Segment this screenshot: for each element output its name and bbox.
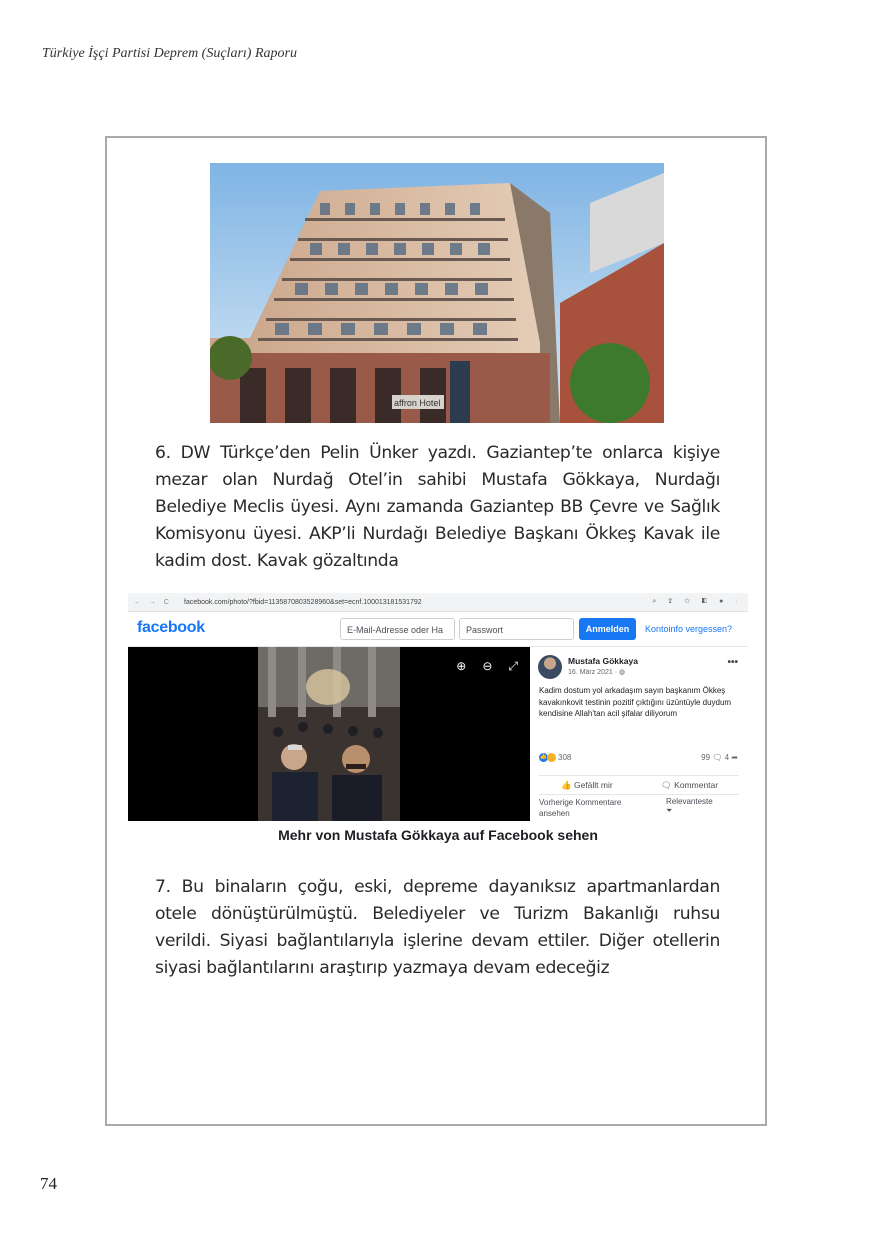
- viewer-controls: [456, 659, 518, 674]
- running-header: Türkiye İşçi Partisi Deprem (Suçları) Raporu: [42, 46, 297, 61]
- zoom-out-icon: ⊖: [482, 659, 493, 673]
- post-actions: [539, 775, 739, 795]
- post-author: Mustafa Gökkaya: [568, 656, 638, 666]
- password-field: Passwort: [459, 618, 574, 640]
- chevron-down-icon: ⏷: [666, 806, 673, 815]
- photo-viewer: [128, 647, 530, 821]
- reaction-count: 308: [558, 753, 572, 762]
- more-on-facebook: Mehr von Mustafa Gökkaya auf Facebook sehen: [278, 827, 598, 843]
- comment-button: 🗨 Kommentar: [661, 780, 719, 790]
- like-button: 👍 Gefällt mir: [561, 780, 613, 790]
- hotel-sign: affron Hotel: [394, 398, 441, 408]
- post-date: 16. März 2021 · ◍: [568, 669, 626, 676]
- browser-url: facebook.com/photo/?fbid=1135870803528960&set=ecnf.100013181531792: [184, 598, 422, 606]
- forgot-account-link: Kontoinfo vergessen?: [645, 624, 733, 634]
- paragraph-6: 6. DW Türkçe’den Pelin Ünker yazdı. Gaziantep’te onlarca kişiye mezar olan Nurdağ Otel’in sahibi Mustafa Gökkaya, Nurdağı Belediye Meclis üyesi. Aynı zamanda Gaziantep BB Çevre ve Sağlık Komisyonu üyesi. AKP’li Nurdağı Belediye Başkanı Ökkeş Kavak ile kadim dost. Kavak gözaltında: [155, 443, 720, 571]
- comment-share-counts: 99 🗨 4 ➦: [701, 753, 738, 762]
- like-reaction-icon: 👍: [539, 754, 548, 760]
- browser-nav-icons: ← → C: [134, 598, 172, 606]
- hotel-photo: [210, 163, 664, 423]
- previous-comments-link: Vorherige Kommentare ansehen: [539, 798, 622, 818]
- facebook-header: [128, 612, 748, 647]
- globe-icon: ◍: [618, 669, 626, 676]
- page-number: 74: [40, 1174, 57, 1193]
- zoom-in-icon: ⊕: [456, 659, 467, 673]
- more-options-icon: •••: [727, 657, 738, 668]
- browser-bar: [128, 593, 748, 612]
- browser-tool-icons: ⌕ ⇪ ☆ ◧ ● ⋮: [652, 598, 742, 605]
- event-photo: [258, 647, 400, 821]
- fullscreen-icon: ⤢: [508, 659, 518, 673]
- sort-comments: Relevanteste ⏷: [666, 797, 713, 815]
- sad-reaction-icon: [547, 753, 556, 762]
- paragraph-7: 7. Bu binaların çoğu, eski, depreme dayanıksız apartmanlardan otele dönüştürülmüştü. Belediyeler ve Turizm Bakanlığı ruhsu verildi. Siyasi bağlantılarıyla işlerine devam ettiler. Diğer otellerin siyasi bağlantılarını araştırıp yazmaya devam edeceğiz: [155, 877, 720, 978]
- reactions: [539, 753, 571, 762]
- email-field: E-Mail-Adresse oder Ha: [340, 618, 455, 640]
- facebook-logo: facebook: [137, 619, 205, 636]
- facebook-screenshot: [128, 593, 748, 855]
- avatar: [538, 655, 562, 679]
- post-text: Kadim dostum yol arkadaşım sayın başkanım Ökkeş kavakınkovit testinin pozitif çıktığını üzüntüyle duydum kendisine Allah'tan acil şifalar diliyorum: [539, 686, 732, 718]
- login-button: Anmelden: [579, 618, 636, 640]
- post-panel: [530, 647, 748, 821]
